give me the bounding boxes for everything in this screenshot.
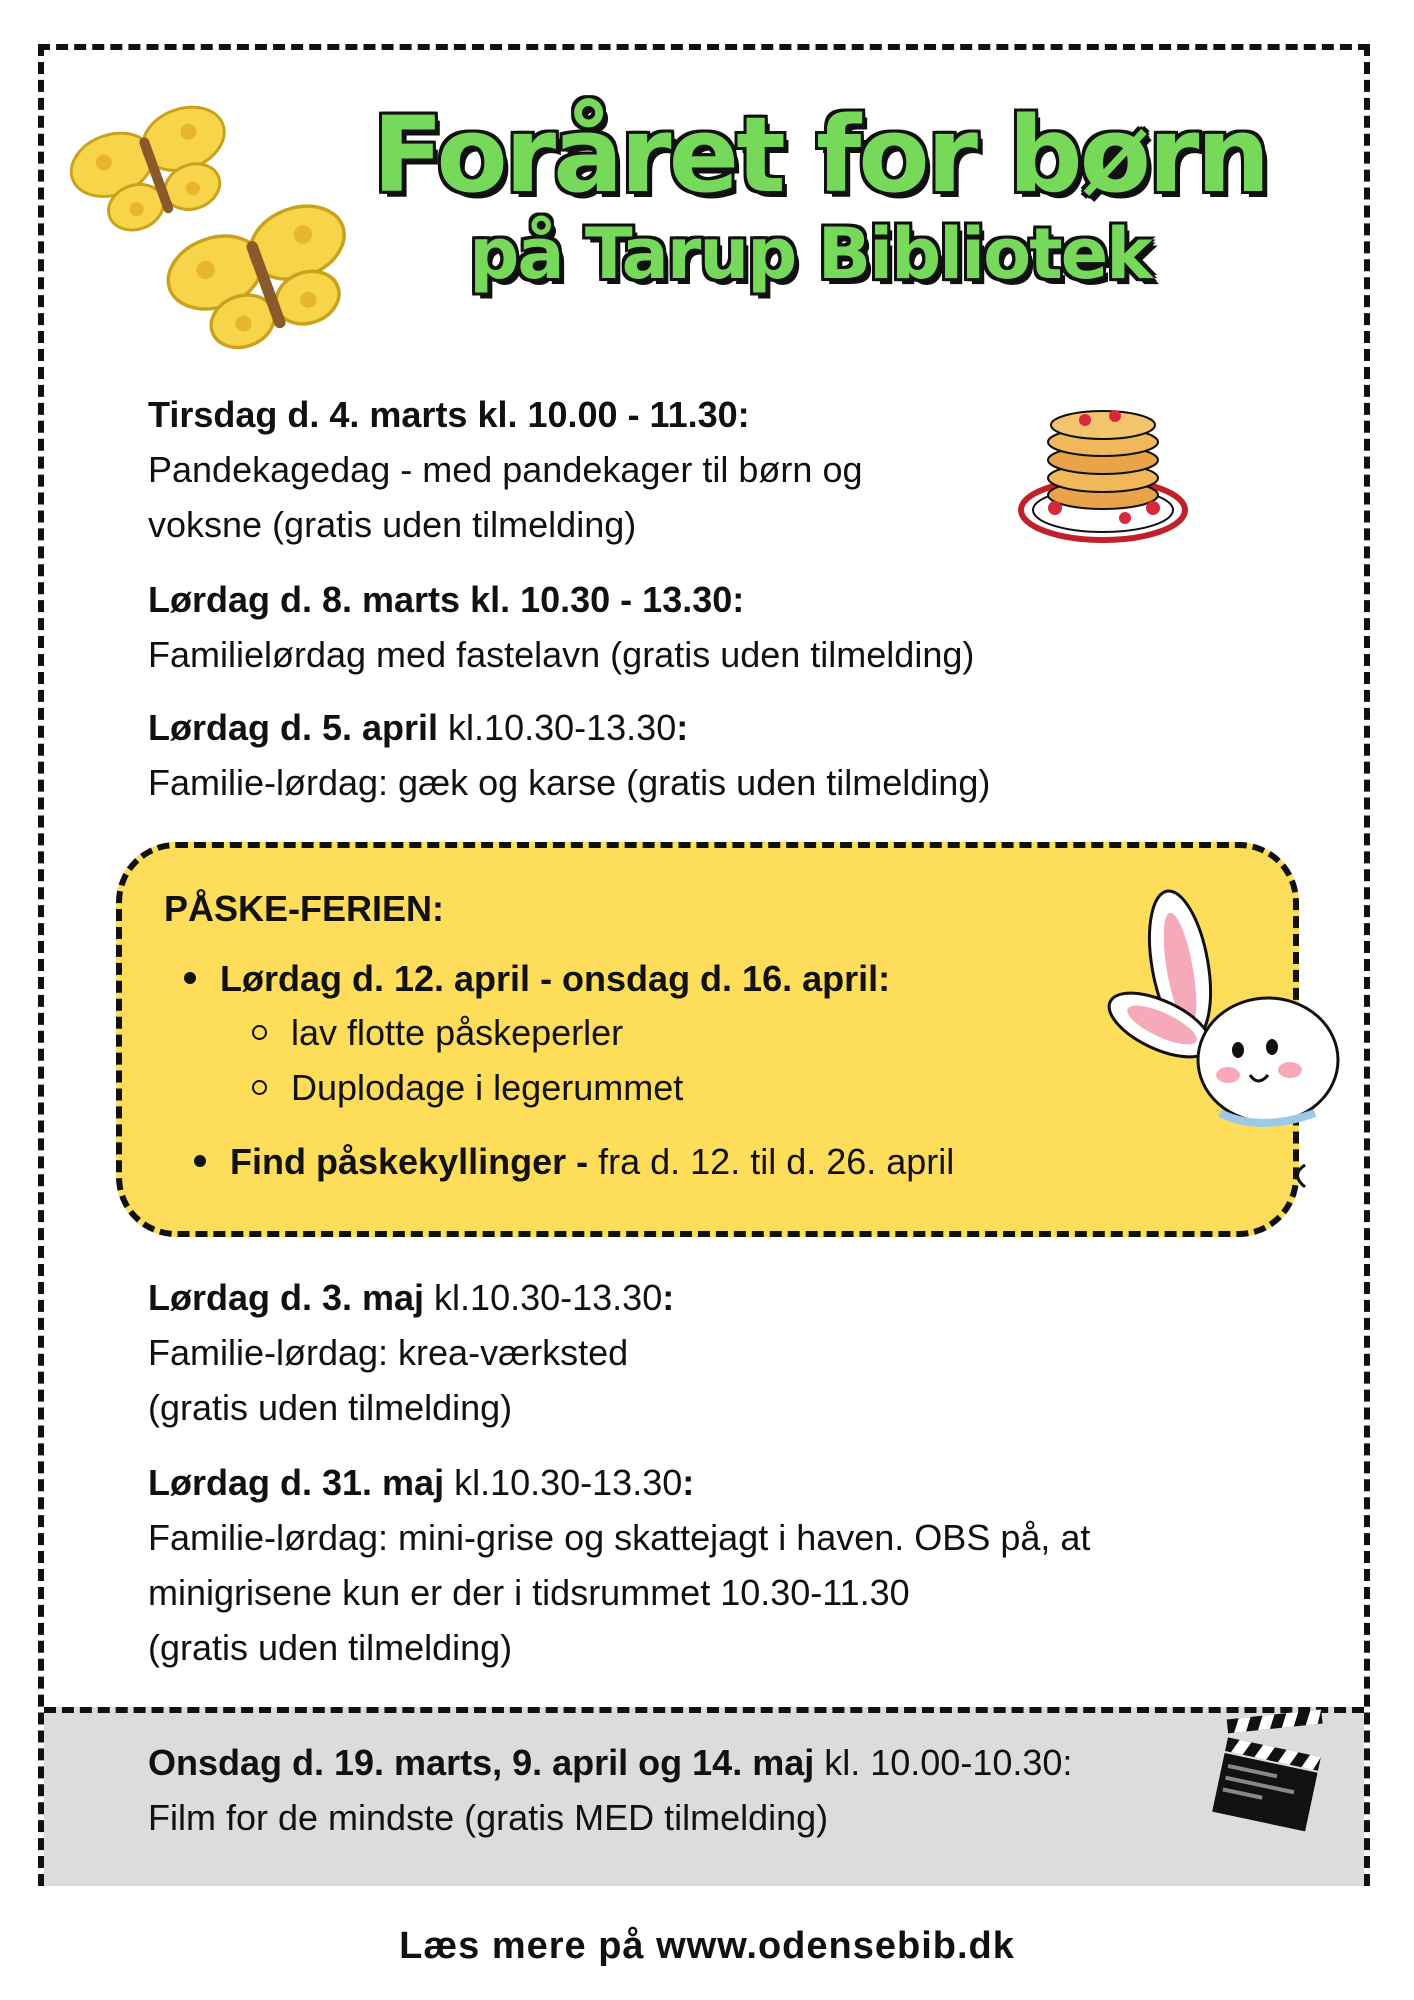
event-description: (gratis uden tilmelding) [148,1627,513,1668]
event-krea-vaerksted [148,1270,674,1435]
footer-link-text: Læs mere på www.odensebib.dk [399,1925,1015,1967]
event-fastelavn [148,572,974,682]
event-description: voksne (gratis uden tilmelding) [148,504,637,545]
easter-item [184,958,890,1000]
event-film [148,1735,1072,1845]
easter-subitem [252,1067,683,1109]
title-line-1: Foråret for børn [372,94,1268,216]
event-description: minigrisene kun er der i tidsrummet 10.30-11.30 [148,1572,910,1613]
event-date: Lørdag d. 31. maj [148,1462,445,1503]
event-time: kl.10.30-13.30 [444,1462,683,1503]
easter-subitem [252,1012,623,1054]
circle-bullet-icon [252,1025,267,1040]
event-time: kl. 10.00-10.30: [814,1742,1073,1783]
circle-bullet-icon [252,1080,267,1095]
event-date: Onsdag d. 19. marts, 9. april og 14. maj [148,1742,815,1783]
event-description: Familie-lørdag: krea-værksted [148,1332,629,1373]
event-time: kl.10.30-13.30 [424,1277,663,1318]
title-line-2: på Tarup Bibliotek [469,213,1151,295]
event-colon: : [662,1277,675,1318]
bullet-icon [184,972,196,984]
easter-item-text: Lørdag d. 12. april - onsdag d. 16. april: [220,958,891,999]
page-title [370,94,1270,295]
event-description: Familie-lørdag: mini-grise og skattejagt i haven. OBS på, at [148,1517,1091,1558]
event-date: Lørdag d. 5. april [148,707,439,748]
film-clapperboard-icon [1210,1725,1330,1835]
bullet-icon [194,1155,206,1167]
event-date: Lørdag d. 3. maj [148,1277,425,1318]
easter-item-text: Find påskekyllinger - [230,1141,599,1182]
event-description: Familielørdag med fastelavn (gratis uden tilmelding) [148,634,975,675]
event-time: kl.10.30-13.30 [438,707,677,748]
event-description: Familie-lørdag: gæk og karse (gratis uden tilmelding) [148,762,991,803]
event-gaek-karse [148,700,990,810]
easter-heading: PÅSKE-FERIEN: [164,888,445,929]
event-date: Lørdag d. 8. marts kl. 10.30 - 13.30: [148,579,745,620]
event-mini-grise [148,1455,1090,1675]
event-date: Tirsdag d. 4. marts kl. 10.00 - 11.30: [148,394,750,435]
pancake-stack-icon [1015,390,1190,550]
event-colon: : [682,1462,695,1503]
event-description: (gratis uden tilmelding) [148,1387,513,1428]
event-colon: : [676,707,689,748]
bunny-icon [1100,875,1320,1210]
easter-item-dates: fra d. 12. til d. 26. april [598,1141,955,1182]
event-description: Film for de mindste (gratis MED tilmelding) [148,1797,829,1838]
event-description: Pandekagedag - med pandekager til børn og [148,449,863,490]
easter-item [194,1141,954,1183]
event-pancake-day [148,387,862,552]
easter-subitem-text: Duplodage i legerummet [291,1067,684,1108]
easter-subitem-text: lav flotte påskeperler [291,1012,624,1053]
butterfly-icon [78,100,378,370]
